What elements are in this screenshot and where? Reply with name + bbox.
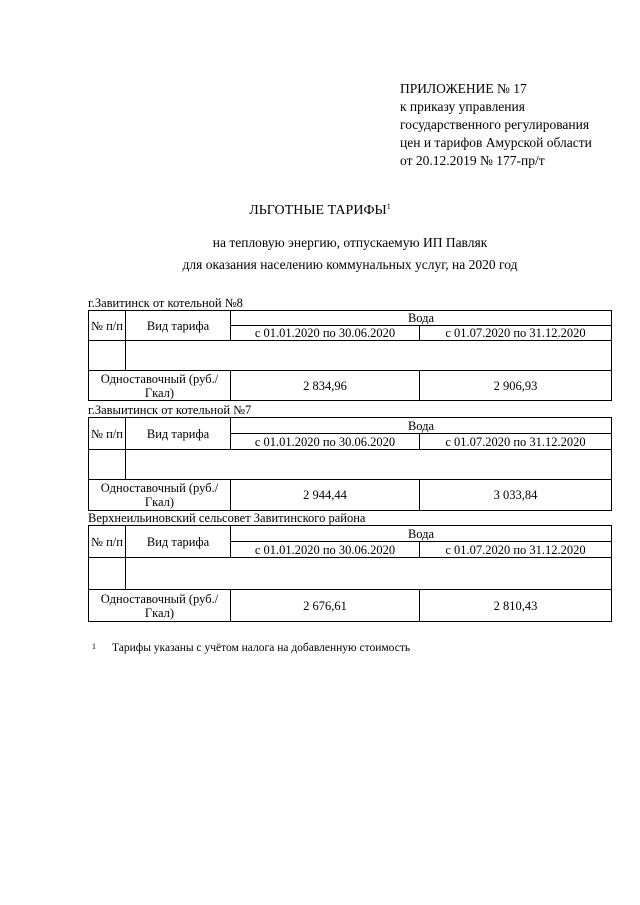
empty-cell: [89, 558, 126, 590]
empty-cell: [89, 341, 126, 371]
col-header-period2: с 01.07.2020 по 31.12.2020: [420, 326, 612, 341]
tariff-value-period1: 2 944,44: [231, 480, 420, 511]
col-header-period2: с 01.07.2020 по 31.12.2020: [420, 434, 612, 450]
empty-cell: [126, 341, 612, 371]
footnote-text: Тарифы указаны с учётом налога на добавленную стоимость: [112, 642, 411, 654]
tariff-table: [88, 310, 612, 401]
document-title: [0, 203, 640, 219]
tariff-value-period1: 2 676,61: [231, 590, 420, 622]
footnote-mark: 1: [92, 642, 96, 651]
tariff-row-label: Одноставочный (руб./Гкал): [89, 371, 231, 401]
table-caption: г.Завитинск от котельной №8: [88, 296, 243, 310]
document-title-text: ЛЬГОТНЫЕ ТАРИФЫ: [249, 203, 387, 218]
table-caption: Верхнеильиновский сельсовет Завитинского района: [88, 511, 366, 525]
tariff-row-label: Одноставочный (руб./Гкал): [89, 480, 231, 511]
empty-cell: [126, 558, 612, 590]
col-header-num: № п/п: [89, 418, 126, 450]
col-header-num: № п/п: [89, 526, 126, 558]
appendix-block: [400, 80, 592, 170]
col-header-type: Вид тарифа: [126, 418, 231, 450]
tariff-row-label: Одноставочный (руб./Гкал): [89, 590, 231, 622]
subtitle-line: для оказания населению коммунальных услуг, на 2020 год: [182, 257, 518, 272]
col-header-type: Вид тарифа: [126, 311, 231, 341]
tariff-value-period1: 2 834,96: [231, 371, 420, 401]
appendix-line: цен и тарифов Амурской области: [400, 135, 592, 150]
col-header-period1: с 01.01.2020 по 30.06.2020: [231, 542, 420, 558]
document-subtitle: [0, 232, 640, 276]
empty-cell: [89, 450, 126, 480]
appendix-title: ПРИЛОЖЕНИЕ № 17: [400, 81, 527, 96]
title-footnote-mark: 1: [386, 202, 391, 211]
col-header-num: № п/п: [89, 311, 126, 341]
appendix-line: к приказу управления: [400, 99, 525, 114]
tariff-value-period2: 2 906,93: [420, 371, 612, 401]
empty-cell: [126, 450, 612, 480]
table-caption: г.Завыитинск от котельной №7: [88, 403, 252, 417]
tariff-table: [88, 417, 612, 511]
col-header-type: Вид тарифа: [126, 526, 231, 558]
tariff-value-period2: 3 033,84: [420, 480, 612, 511]
subtitle-line: на тепловую энергию, отпускаемую ИП Павляк: [212, 235, 488, 250]
col-header-water: Вода: [231, 526, 612, 542]
tariff-value-period2: 2 810,43: [420, 590, 612, 622]
appendix-order-date: от 20.12.2019 № 177-пр/т: [400, 153, 545, 168]
col-header-water: Вода: [231, 311, 612, 326]
col-header-water: Вода: [231, 418, 612, 434]
appendix-line: государственного регулирования: [400, 117, 590, 132]
col-header-period1: с 01.01.2020 по 30.06.2020: [231, 326, 420, 341]
tariff-table: [88, 525, 612, 622]
footnote: [92, 642, 410, 654]
col-header-period1: с 01.01.2020 по 30.06.2020: [231, 434, 420, 450]
col-header-period2: с 01.07.2020 по 31.12.2020: [420, 542, 612, 558]
